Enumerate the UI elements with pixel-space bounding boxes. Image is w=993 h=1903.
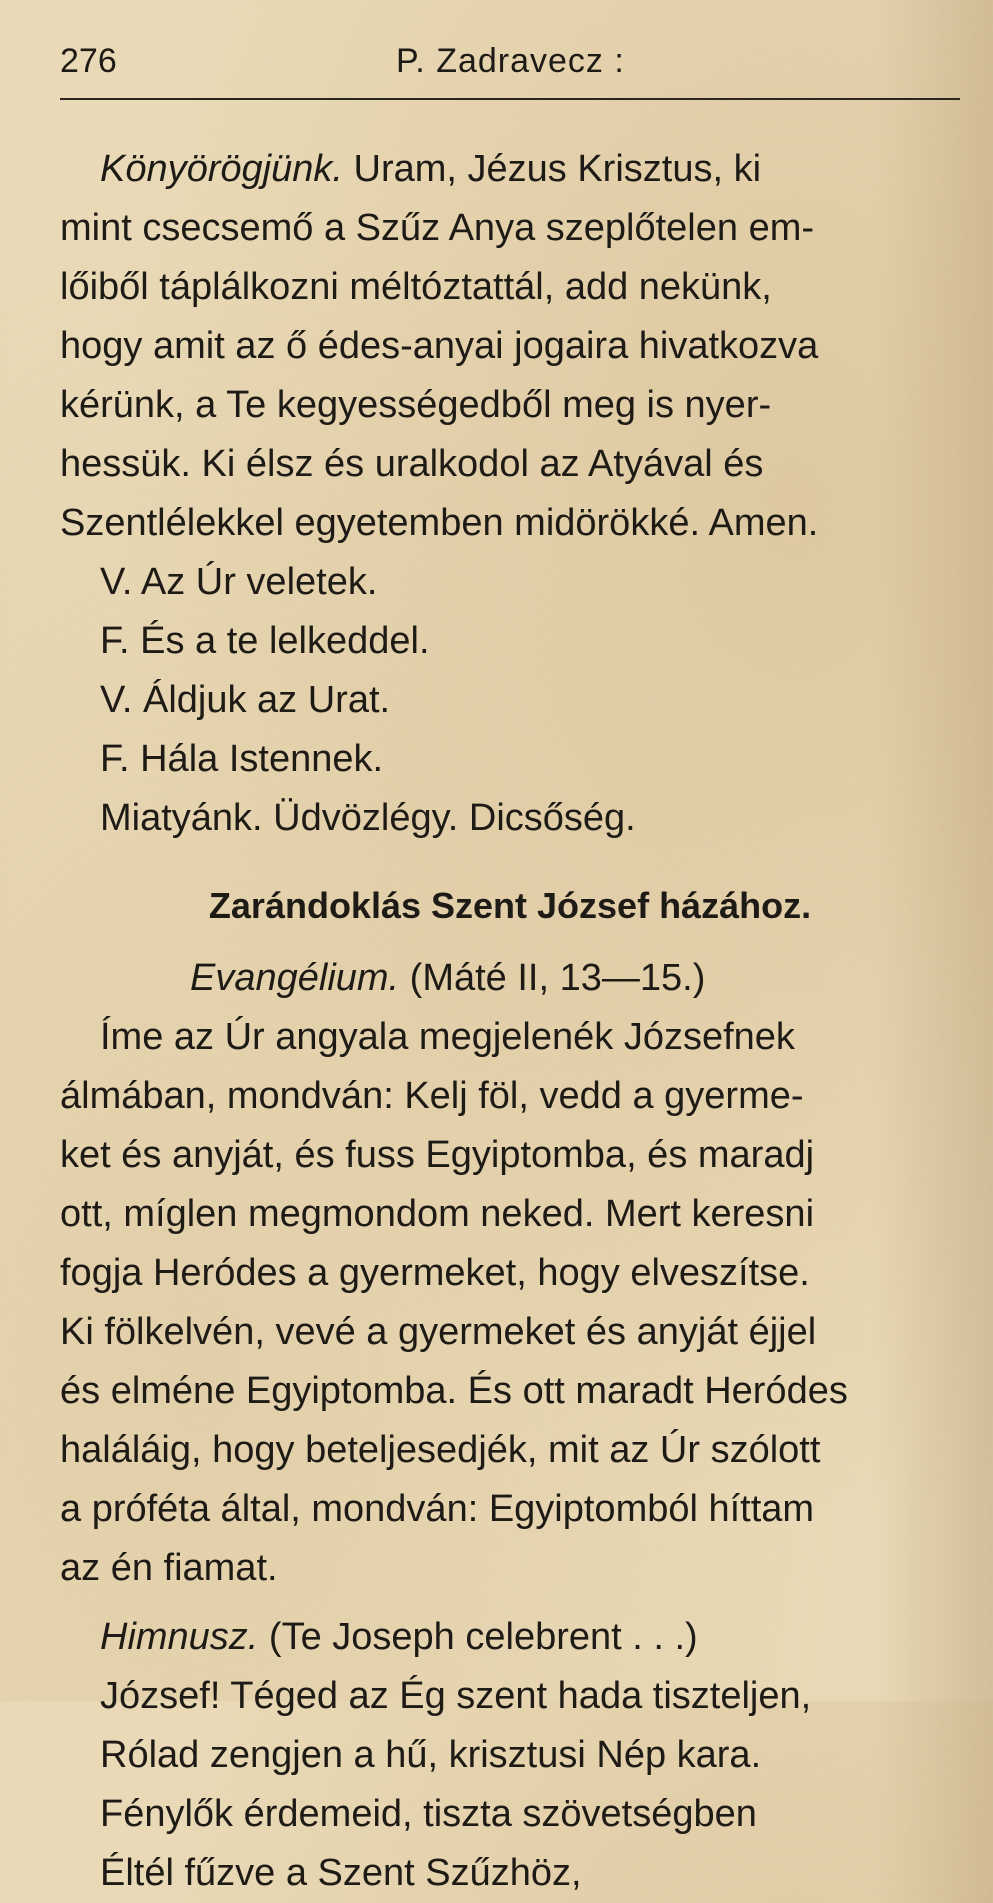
- prayer-line: Szentlélekkel egyetemben midörökké. Amen.: [60, 502, 819, 544]
- hymn-line: Éltél fűzve a Szent Szűzhöz,: [100, 1852, 582, 1894]
- prayer-line: mint csecsemő a Szűz Anya szeplőtelen em-: [60, 207, 815, 249]
- gospel-line: és elméne Egyiptomba. És ott maradt Heródes: [60, 1370, 848, 1412]
- gospel-line: ott, míglen megmondom neked. Mert keresni: [60, 1193, 815, 1235]
- gospel-line: Íme az Úr angyala megjelenék Józsefnek: [100, 1016, 795, 1058]
- prayer-line: kérünk, a Te kegyességedből meg is nyer-: [60, 384, 772, 426]
- hymn-header: [60, 1608, 960, 1667]
- versicle-line: V. Áldjuk az Urat.: [100, 679, 391, 721]
- gospel-line: az én fiamat.: [60, 1547, 278, 1589]
- prayer-first-line-rest: Uram, Jézus Krisztus, ki: [342, 148, 762, 190]
- gospel-line: Ki fölkelvén, vevé a gyermeket és anyját éjjel: [60, 1311, 817, 1353]
- versicle-line: F. Hála Istennek.: [100, 738, 384, 780]
- header-rule: [60, 98, 960, 100]
- gospel-reference: (Máté II, 13—15.): [399, 957, 706, 999]
- section-title: Zarándoklás Szent József házához.: [208, 885, 812, 926]
- gospel-label: Evangélium.: [190, 957, 400, 999]
- hymn-reference: (Te Joseph celebrent . . .): [258, 1616, 698, 1658]
- hymn-line: Rólad zengjen a hű, krisztusi Nép kara.: [100, 1734, 762, 1776]
- hymn-label: Himnusz.: [100, 1616, 259, 1658]
- gospel-line: álmában, mondván: Kelj föl, vedd a gyerme-: [60, 1075, 804, 1117]
- versicle-line: F. És a te lelkeddel.: [100, 620, 430, 662]
- page-header: [60, 42, 960, 92]
- versicle-line: Miatyánk. Üdvözlégy. Dicsőség.: [100, 797, 636, 839]
- prayer-line: hessük. Ki élsz és uralkodol az Atyával és: [60, 443, 764, 485]
- gospel-line: fogja Heródes a gyermeket, hogy elveszítse.: [60, 1252, 810, 1294]
- gospel-line: ket és anyját, és fuss Egyiptomba, és maradj: [60, 1134, 815, 1176]
- page-number: 276: [60, 42, 117, 80]
- versicle-line: V. Az Úr veletek.: [100, 561, 378, 603]
- running-head: P. Zadravecz :: [396, 42, 625, 80]
- prayer-line: hogy amit az ő édes-anyai jogaira hivatkozva: [60, 325, 819, 367]
- gospel-line: haláláig, hogy beteljesedjék, mit az Úr szólott: [60, 1429, 821, 1471]
- gospel-line: a próféta által, mondván: Egyiptomból híttam: [60, 1488, 815, 1530]
- prayer-lead-word: Könyörögjünk.: [100, 148, 343, 190]
- hymn-line: József! Téged az Ég szent hada tiszteljen,: [100, 1675, 812, 1717]
- prayer-line: lőiből táplálkozni méltóztattál, add nekünk,: [60, 266, 772, 308]
- page-body: [60, 140, 960, 1903]
- gospel-header: [60, 949, 960, 1008]
- hymn-line: Fénylők érdemeid, tiszta szövetségben: [100, 1793, 757, 1835]
- prayer-line: [60, 140, 960, 199]
